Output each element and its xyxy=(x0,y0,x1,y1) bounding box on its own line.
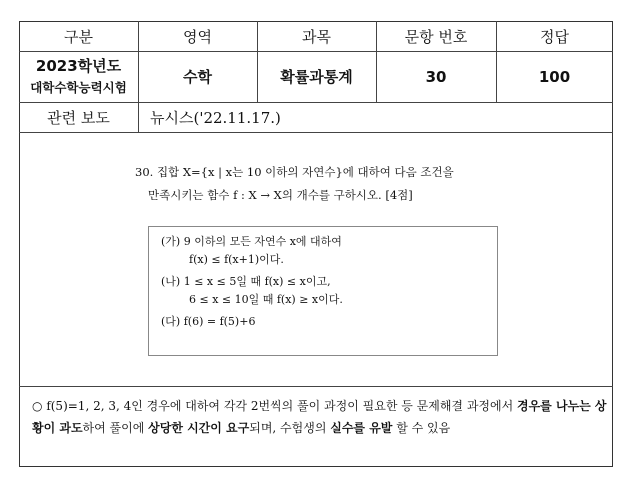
condition-a1: (가) 9 이하의 모든 자연수 x에 대하여 xyxy=(161,235,342,248)
condition-a2: f(x) ≤ f(x+1)이다. xyxy=(189,253,284,266)
note-bold: 상당한 시간이 요구 xyxy=(148,421,250,435)
note-bold: 실수를 유발 xyxy=(330,421,393,435)
exam-line2: 대학수학능력시험 xyxy=(30,79,127,95)
area-value: 수학 xyxy=(183,68,212,86)
header-category: 구분 xyxy=(64,27,93,46)
answer-value: 100 xyxy=(538,67,571,86)
subject-value: 확률과통계 xyxy=(280,68,353,86)
header-subject: 과목 xyxy=(302,27,331,46)
header-answer: 정답 xyxy=(540,27,569,46)
divider xyxy=(19,386,613,387)
note-text: f(5)=1, 2, 3, 4인 경우에 대하여 각각 2번씩의 풀이 과정이 필요한 등 문제해결 과정에서 xyxy=(46,399,517,413)
problem-line2: 만족시키는 함수 f : X → X의 개수를 구하시오. [4점] xyxy=(148,188,413,202)
bullet: ○ xyxy=(32,399,43,413)
related-label: 관련 보도 xyxy=(47,108,110,127)
condition-c: (다) f(6) = f(5)+6 xyxy=(161,315,256,328)
header-number: 문항 번호 xyxy=(404,27,468,46)
note-text: 할 수 있음 xyxy=(392,421,451,435)
condition-b1: (나) 1 ≤ x ≤ 5일 때 f(x) ≤ x이고, xyxy=(161,275,331,288)
conditions-box xyxy=(148,226,498,356)
number-value: 30 xyxy=(425,67,447,86)
note-text: 하여 풀이에 xyxy=(82,421,149,435)
exam-name xyxy=(19,51,138,102)
note-bold: 경우를 나누는 상황이 과도 xyxy=(32,399,607,435)
note-text: 되며, 수험생의 xyxy=(249,421,331,435)
header-area: 영역 xyxy=(183,27,212,46)
divider xyxy=(19,132,613,133)
exam-line1: 2023학년도 xyxy=(35,56,122,75)
problem-line1: 30. 집합 X={x | x는 10 이하의 자연수}에 대하여 다음 조건을 xyxy=(135,165,454,179)
related-value: 뉴시스('22.11.17.) xyxy=(150,108,281,127)
condition-b2: 6 ≤ x ≤ 10일 때 f(x) ≥ x이다. xyxy=(189,293,343,306)
commentary xyxy=(32,395,612,439)
